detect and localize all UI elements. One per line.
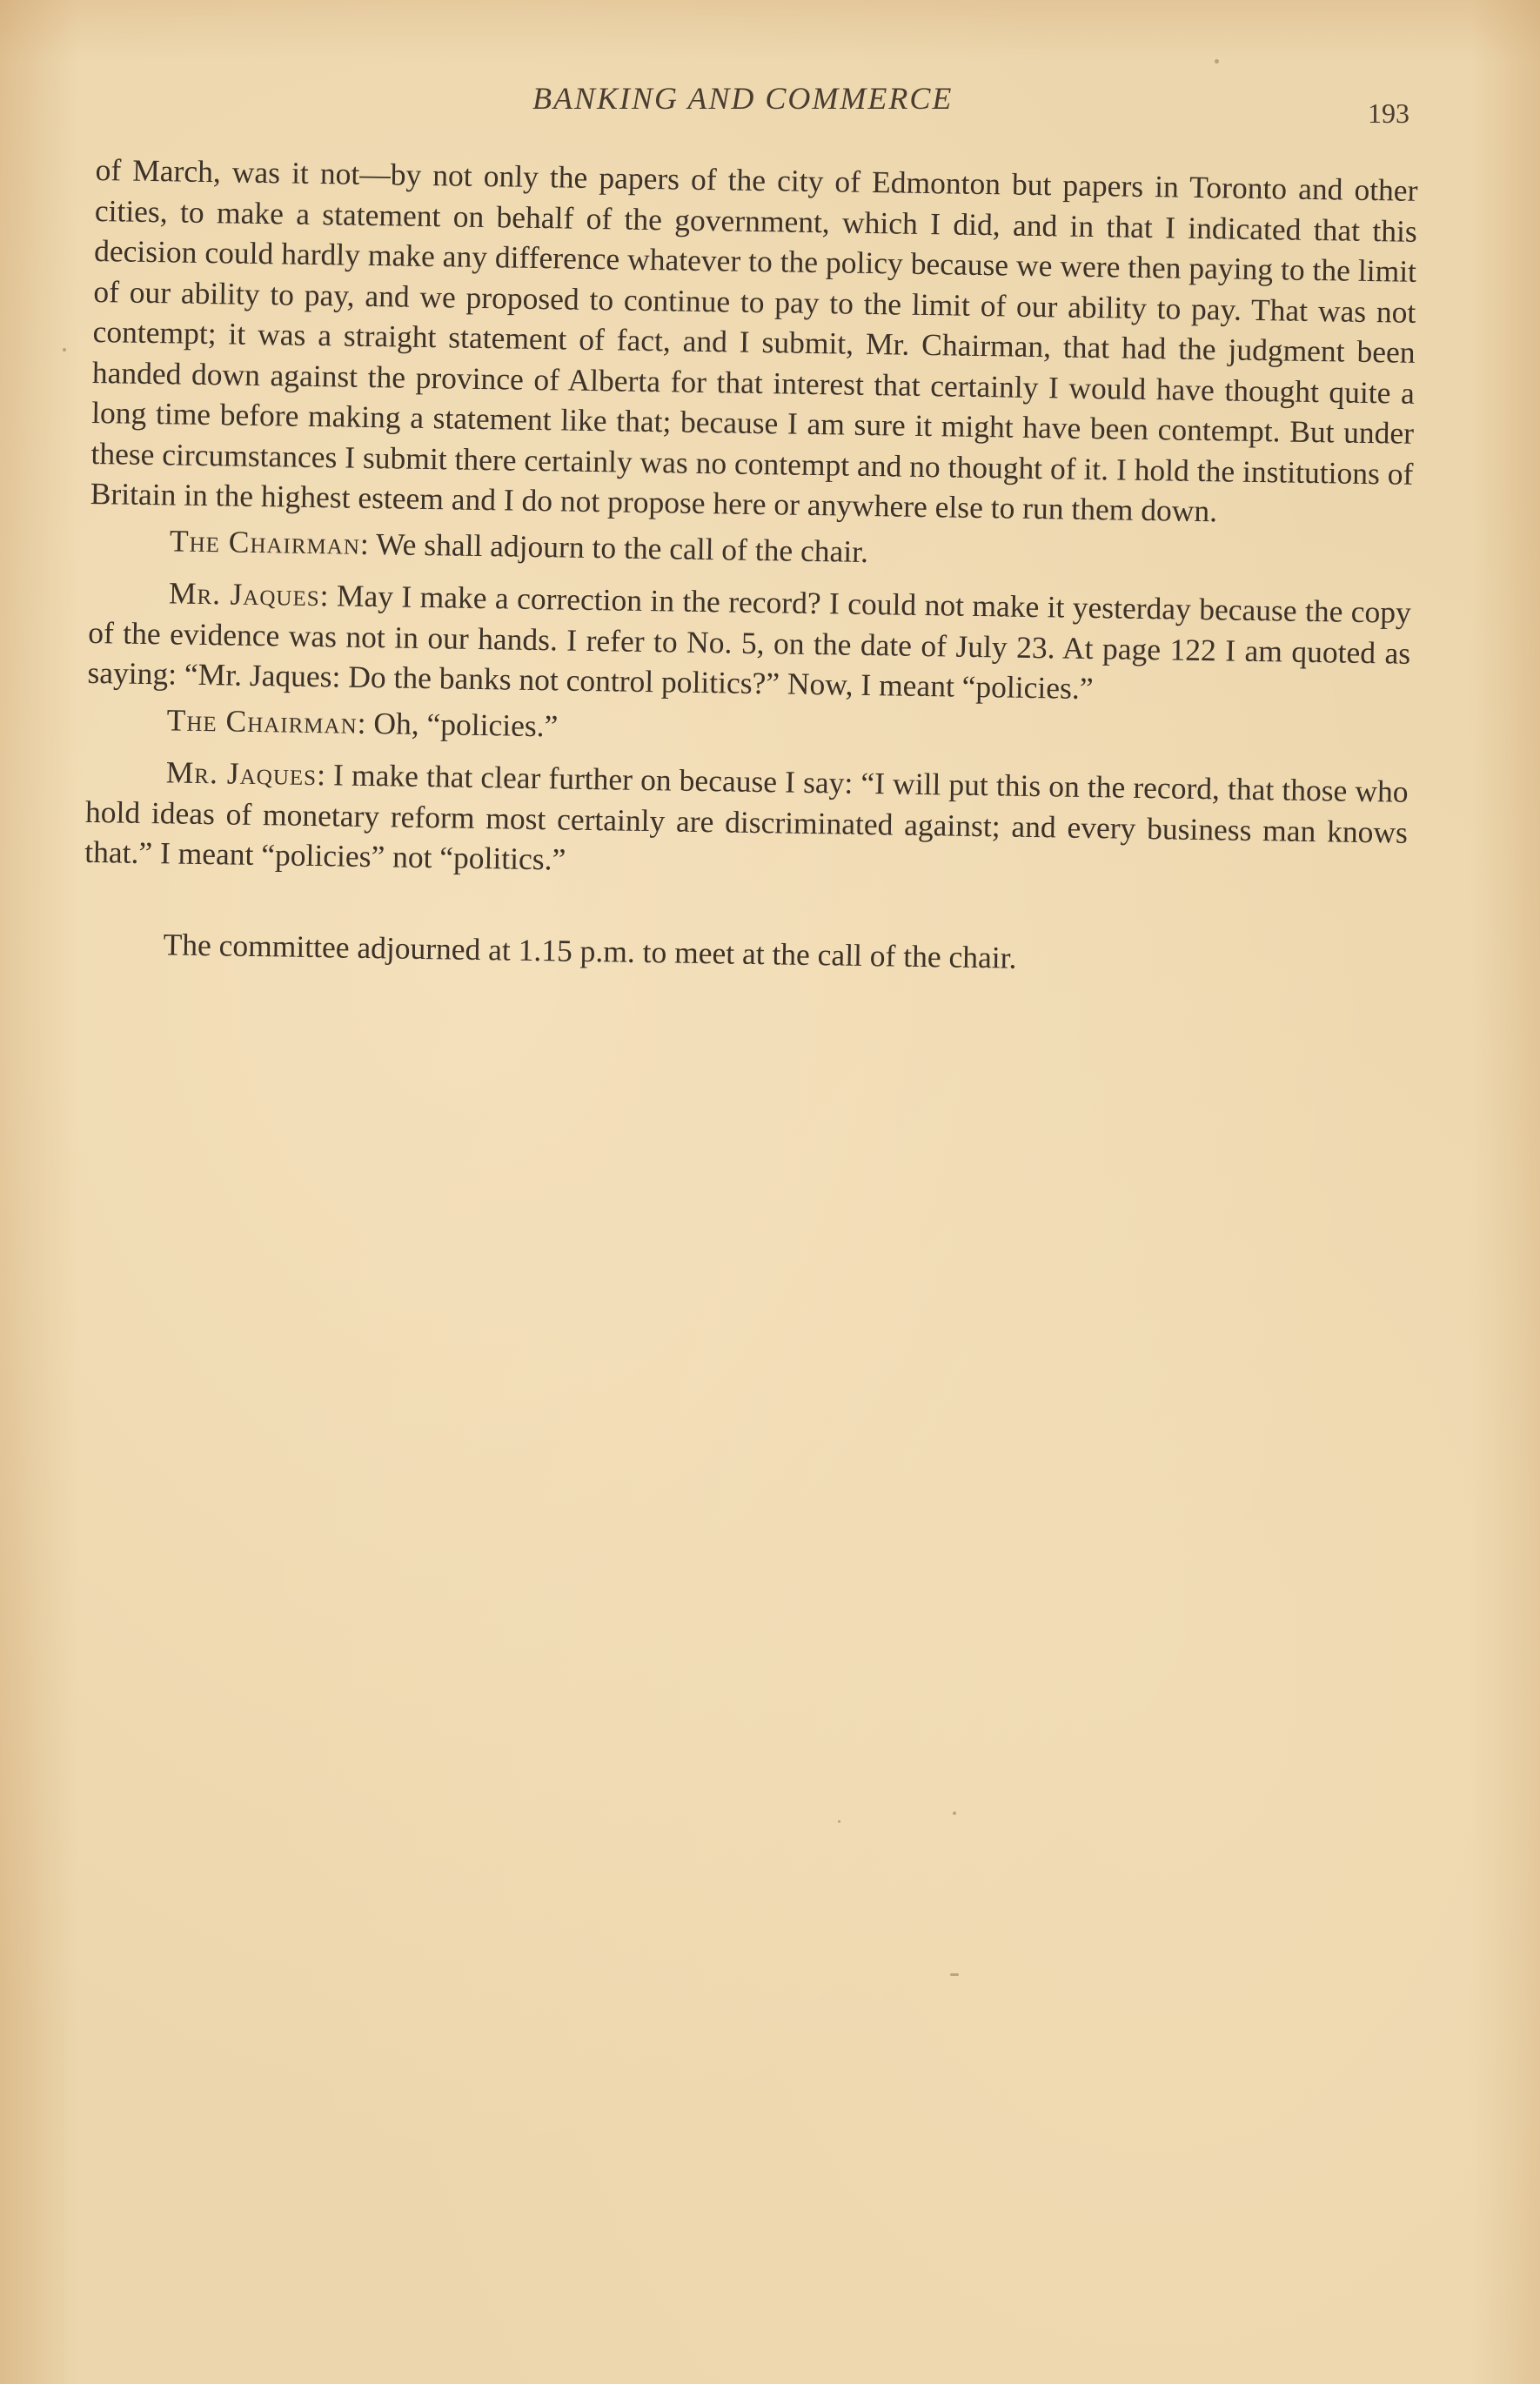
paper-speck: [953, 1811, 956, 1815]
speaker-name: The Chairman: [169, 522, 361, 561]
speech-text: : We shall adjourn to the call of the chair.: [359, 526, 869, 569]
speech-text: : Oh, “policies.”: [357, 705, 559, 743]
paragraph-jaques-clarification: [84, 751, 1409, 893]
page-number: 193: [1368, 97, 1409, 129]
paragraph-continuation: of March, was it not—by not only the papers of the city of Edmonton but papers in Toronto and other cities, to make a statement on behalf of the government, which I did, and in that I indicated that this decision could hardly make any difference whatever to the policy because we were then paying to the limit of our ability to pay, and we proposed to continue to pay to the limit of our ability to pay. That was not contempt; it was a straight statement of fact, and I submit, Mr. Chairman, that had the judgment been handed down against the province of Alberta for that interest that certainly I would have thought quite a long time before making a statement like that; because I am sure it might have been contempt. But under these circumstances I submit there certainly was no contempt and no thought of it. I hold the institutions of Britain in the highest esteem and I do not propose here or anywhere else to run them down.: [90, 151, 1418, 529]
adjournment-note: The committee adjourned at 1.15 p.m. to meet at the call of the chair.: [163, 926, 1017, 975]
paper-speck: [63, 348, 66, 352]
paper-speck: [1215, 59, 1219, 64]
speech-text: : I make that clear further on because I say: “I will put this on the record, that those who hold ideas of monetary reform most certainly are discriminated against; and every business man knows that.” I meant “policies” not “politics.”: [84, 757, 1409, 877]
speech-text: : May I make a correction in the record? I could not make it yesterday because the copy of the evidence was not in our hands. I refer to No. 5, on the date of July 23. At page 122 I am quoted as saying: “Mr. Jaques: Do the banks not control politics?” Now, I meant “policies.”: [87, 578, 1412, 706]
speaker-name: The Chairman: [166, 701, 358, 740]
speaker-name: Mr. Jaques: [168, 575, 321, 613]
running-head: BANKING AND COMMERCE: [532, 81, 954, 116]
paper-speck: [838, 1820, 840, 1823]
body-text: [83, 150, 1417, 984]
speaker-name: Mr. Jaques: [165, 754, 318, 793]
paper-speck: [950, 1973, 959, 1976]
paragraph-jaques-correction: [87, 572, 1411, 713]
